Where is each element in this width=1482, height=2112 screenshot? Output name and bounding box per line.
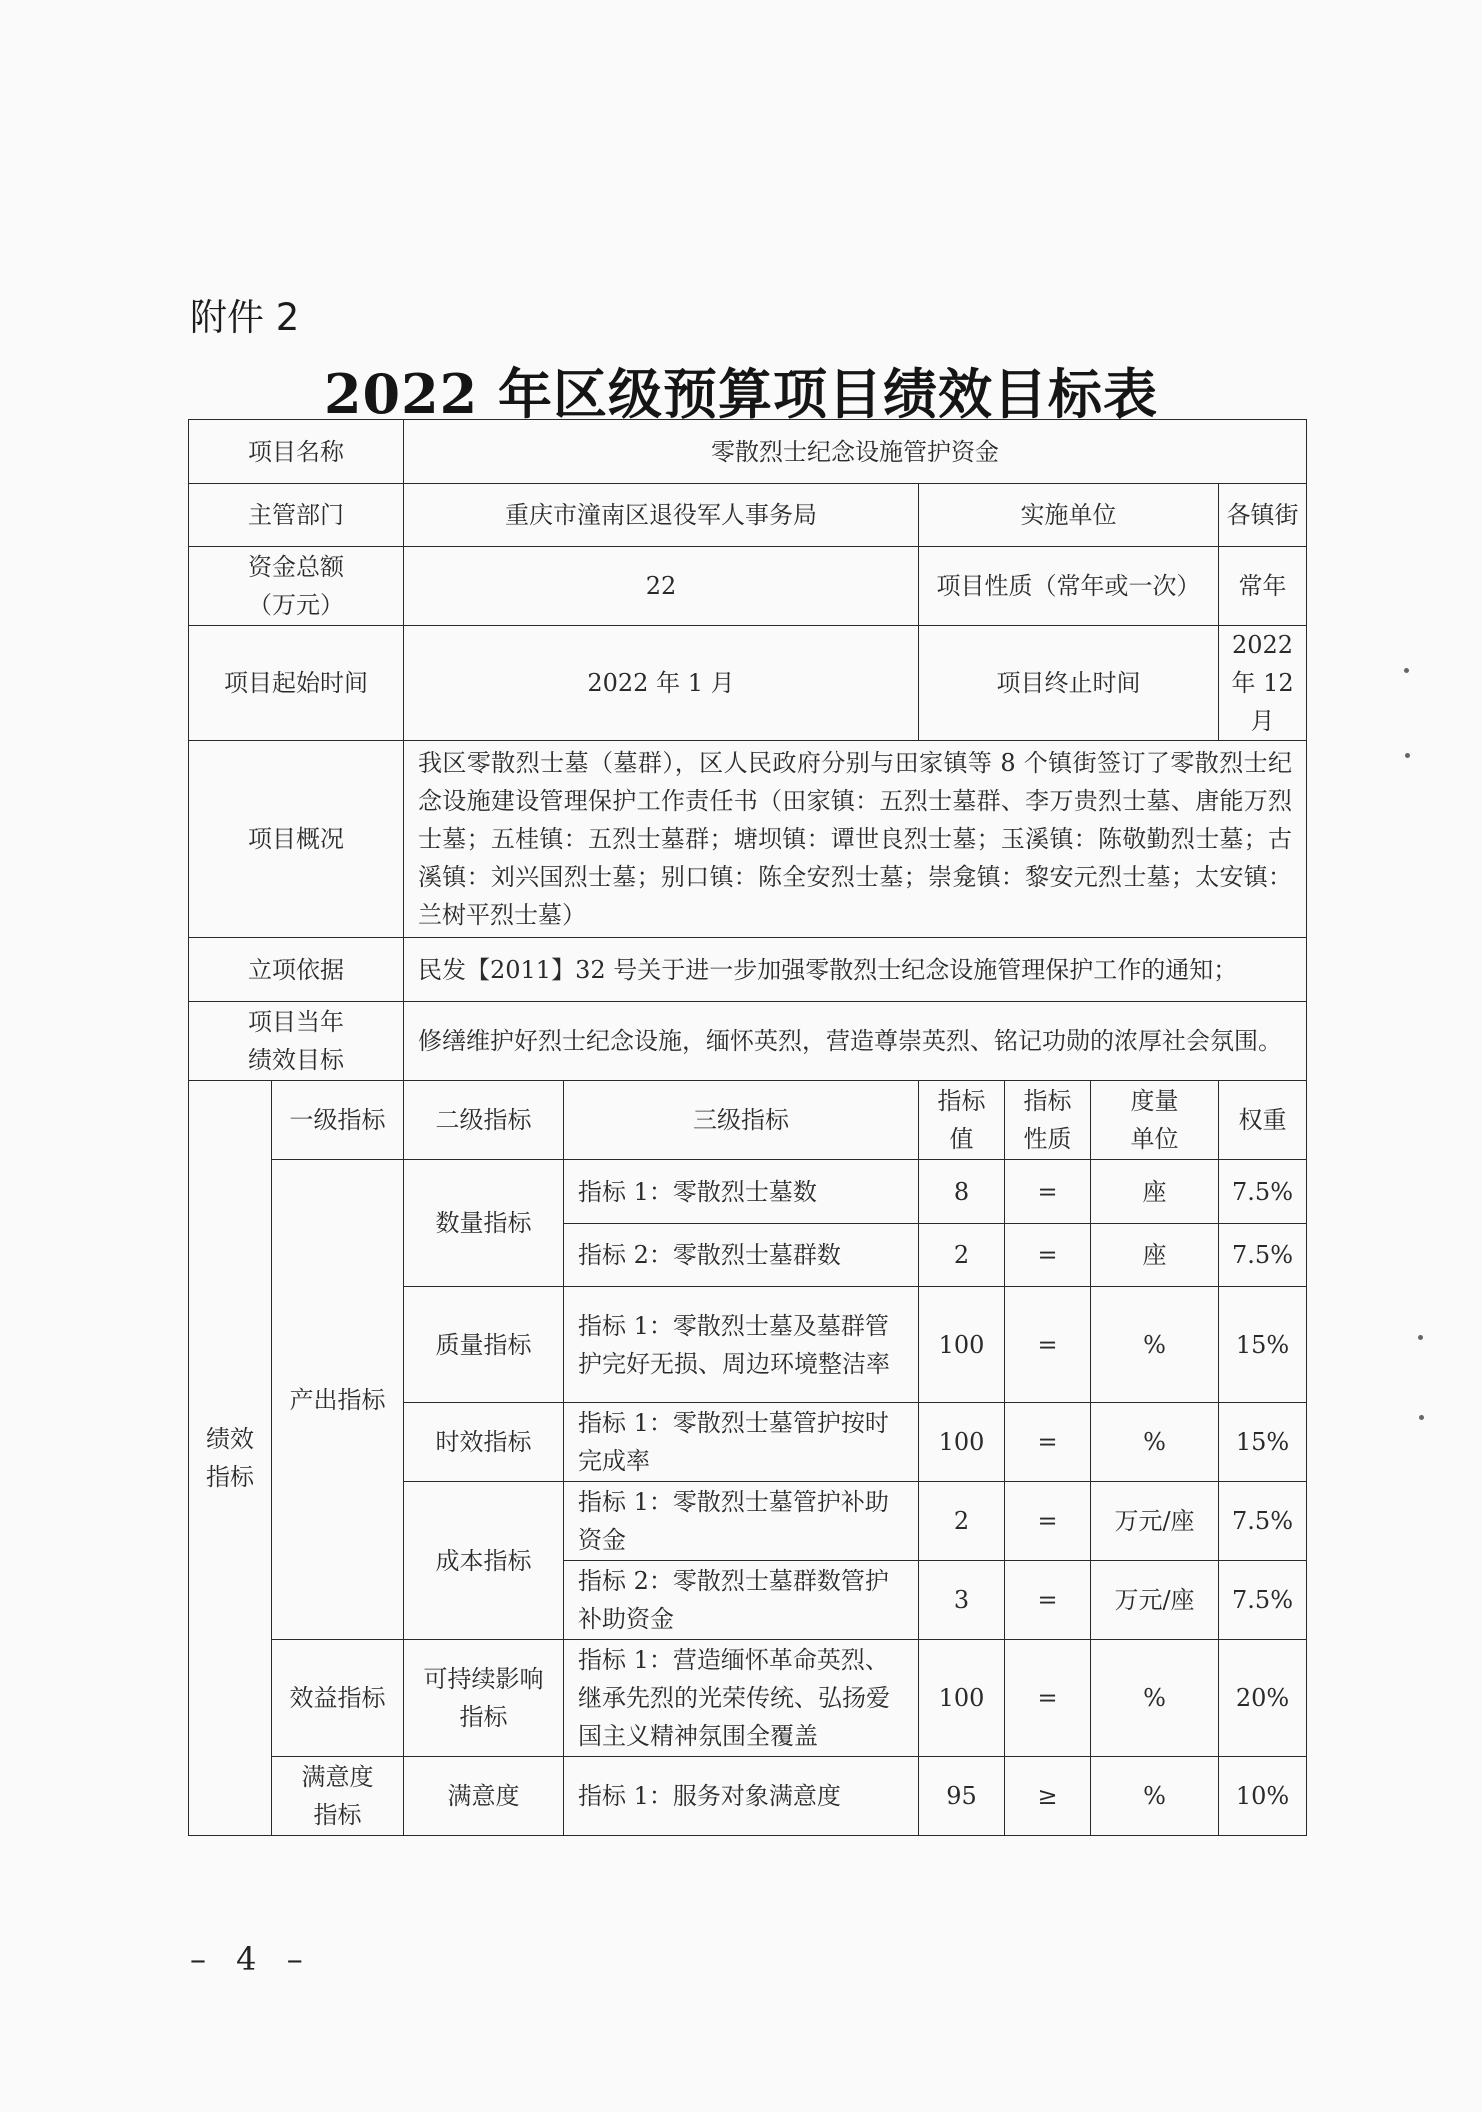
goal-label-line2: 绩效目标	[248, 1046, 344, 1074]
overview-label: 项目概况	[189, 741, 404, 938]
fund-value: 22	[404, 547, 919, 626]
perf-indicator-label	[189, 1081, 272, 1836]
indicator-unit: %	[1091, 1403, 1219, 1482]
header-weight: 权重	[1219, 1081, 1307, 1160]
basis-label: 立项依据	[189, 938, 404, 1002]
header-l2: 二级指标	[404, 1081, 564, 1160]
indicator-unit: 万元/座	[1091, 1482, 1219, 1561]
l2-satisfaction: 满意度	[404, 1757, 564, 1836]
header-value-line1: 指标	[937, 1087, 986, 1115]
indicator-nature: =	[1005, 1287, 1091, 1403]
indicator-value: 100	[919, 1403, 1005, 1482]
l1-output: 产出指标	[272, 1160, 404, 1640]
indicator-value: 100	[919, 1640, 1005, 1757]
indicator-unit: 万元/座	[1091, 1561, 1219, 1640]
indicator-weight: 15%	[1219, 1287, 1307, 1403]
header-nature	[1005, 1081, 1091, 1160]
nature-value: 常年	[1219, 547, 1307, 626]
row-department	[189, 484, 1307, 547]
indicator-name: 指标 1：服务对象满意度	[564, 1757, 919, 1836]
page-number: – 4 –	[190, 1940, 313, 1978]
row-overview	[189, 741, 1307, 938]
end-value: 2022 年 12 月	[1219, 626, 1307, 741]
indicator-name: 指标 1：零散烈士墓管护按时完成率	[564, 1403, 919, 1482]
row-goal	[189, 1002, 1307, 1081]
end-label: 项目终止时间	[919, 626, 1219, 741]
performance-table	[188, 419, 1307, 1836]
indicator-nature: ≥	[1005, 1757, 1091, 1836]
l2-quantity: 数量指标	[404, 1160, 564, 1287]
l2-sustain	[404, 1640, 564, 1757]
indicator-nature: =	[1005, 1640, 1091, 1757]
row-fund	[189, 547, 1307, 626]
start-label: 项目起始时间	[189, 626, 404, 741]
l2-sustain-line2: 指标	[459, 1703, 508, 1731]
perf-label-line2: 指标	[206, 1463, 254, 1491]
fund-label-line2: （万元）	[248, 591, 344, 619]
scan-speck	[1418, 1335, 1423, 1340]
indicator-name: 指标 1：零散烈士墓及墓群管护完好无损、周边环境整洁率	[564, 1287, 919, 1403]
row-time	[189, 626, 1307, 741]
indicator-nature: =	[1005, 1482, 1091, 1561]
l2-time: 时效指标	[404, 1403, 564, 1482]
header-l3: 三级指标	[564, 1081, 919, 1160]
l1-satisfaction	[272, 1757, 404, 1836]
header-unit-line2: 单位	[1130, 1125, 1179, 1153]
l1-satis-line1: 满意度	[301, 1763, 374, 1791]
goal-label	[189, 1002, 404, 1081]
fund-label-line1: 资金总额	[248, 553, 344, 581]
indicator-unit: 座	[1091, 1160, 1219, 1224]
header-value-line2: 值	[949, 1125, 974, 1153]
header-nature-line2: 性质	[1023, 1125, 1072, 1153]
indicator-value: 95	[919, 1757, 1005, 1836]
row-basis	[189, 938, 1307, 1002]
goal-text: 修缮维护好烈士纪念设施，缅怀英烈，营造尊崇英烈、铭记功勋的浓厚社会氛围。	[404, 1002, 1307, 1081]
indicator-name: 指标 1：营造缅怀革命英烈、继承先烈的光荣传统、弘扬爱国主义精神氛围全覆盖	[564, 1640, 919, 1757]
row-indicator-header	[189, 1081, 1307, 1160]
indicator-unit: 座	[1091, 1224, 1219, 1287]
scan-speck	[1405, 753, 1410, 758]
table-row	[189, 1160, 1307, 1224]
indicator-weight: 7.5%	[1219, 1224, 1307, 1287]
indicator-nature: =	[1005, 1160, 1091, 1224]
l2-cost: 成本指标	[404, 1482, 564, 1640]
indicator-nature: =	[1005, 1224, 1091, 1287]
indicator-value: 2	[919, 1482, 1005, 1561]
dept-label: 主管部门	[189, 484, 404, 547]
indicator-unit: %	[1091, 1287, 1219, 1403]
indicator-value: 2	[919, 1224, 1005, 1287]
indicator-name: 指标 2：零散烈士墓群数管护补助资金	[564, 1561, 919, 1640]
indicator-weight: 7.5%	[1219, 1160, 1307, 1224]
header-unit	[1091, 1081, 1219, 1160]
indicator-nature: =	[1005, 1403, 1091, 1482]
indicator-weight: 7.5%	[1219, 1561, 1307, 1640]
indicator-unit: %	[1091, 1757, 1219, 1836]
indicator-nature: =	[1005, 1561, 1091, 1640]
table-row	[189, 1757, 1307, 1836]
indicator-value: 3	[919, 1561, 1005, 1640]
l2-sustain-line1: 可持续影响	[423, 1665, 544, 1693]
fund-label	[189, 547, 404, 626]
scan-speck	[1404, 668, 1409, 673]
page-title: 2022 年区级预算项目绩效目标表	[323, 362, 1159, 426]
nature-label: 项目性质（常年或一次）	[919, 547, 1219, 626]
project-name-label: 项目名称	[189, 420, 404, 484]
l1-benefit: 效益指标	[272, 1640, 404, 1757]
indicator-weight: 7.5%	[1219, 1482, 1307, 1561]
l1-satis-line2: 指标	[313, 1801, 362, 1829]
indicator-weight: 15%	[1219, 1403, 1307, 1482]
dept-value: 重庆市潼南区退役军人事务局	[404, 484, 919, 547]
indicator-weight: 20%	[1219, 1640, 1307, 1757]
indicator-value: 8	[919, 1160, 1005, 1224]
indicator-name: 指标 1：零散烈士墓管护补助资金	[564, 1482, 919, 1561]
header-nature-line1: 指标	[1023, 1087, 1072, 1115]
header-value	[919, 1081, 1005, 1160]
project-name-value: 零散烈士纪念设施管护资金	[404, 420, 1307, 484]
impl-label: 实施单位	[919, 484, 1219, 547]
goal-label-line1: 项目当年	[248, 1008, 344, 1036]
attachment-label: 附件 2	[190, 296, 300, 339]
indicator-value: 100	[919, 1287, 1005, 1403]
perf-label-line1: 绩效	[206, 1425, 254, 1453]
scan-speck	[1419, 1415, 1424, 1420]
basis-text: 民发【2011】32 号关于进一步加强零散烈士纪念设施管理保护工作的通知；	[404, 938, 1307, 1002]
indicator-name: 指标 1：零散烈士墓数	[564, 1160, 919, 1224]
indicator-unit: %	[1091, 1640, 1219, 1757]
table-row	[189, 1640, 1307, 1757]
l2-quality: 质量指标	[404, 1287, 564, 1403]
row-project-name	[189, 420, 1307, 484]
indicator-weight: 10%	[1219, 1757, 1307, 1836]
start-value: 2022 年 1 月	[404, 626, 919, 741]
indicator-name: 指标 2：零散烈士墓群数	[564, 1224, 919, 1287]
header-l1: 一级指标	[272, 1081, 404, 1160]
overview-text: 我区零散烈士墓（墓群），区人民政府分别与田家镇等 8 个镇街签订了零散烈士纪念设施建设管理保护工作责任书（田家镇：五烈士墓群、李万贵烈士墓、唐能万烈士墓；五桂镇：五烈士墓群；塘坝镇：谭世良烈士墓；玉溪镇：陈敬勤烈士墓；古溪镇：刘兴国烈士墓；别口镇：陈全安烈士墓；崇龛镇：黎安元烈士墓；太安镇：兰树平烈士墓）	[404, 741, 1307, 938]
header-unit-line1: 度量	[1130, 1087, 1179, 1115]
impl-value: 各镇街	[1219, 484, 1307, 547]
